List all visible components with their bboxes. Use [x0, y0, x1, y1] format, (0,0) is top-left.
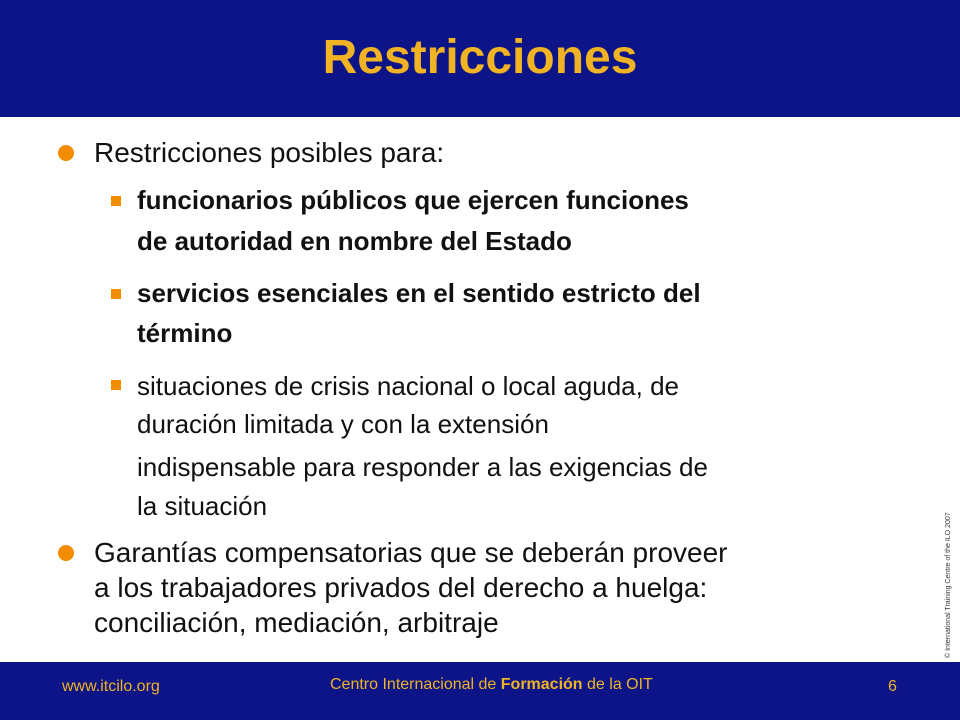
round-bullet-icon	[58, 545, 74, 561]
bullet-text: Restricciones posibles para:	[94, 137, 445, 168]
subitem-line: la situación	[137, 491, 268, 521]
subitem-line: servicios esenciales en el sentido estricto del	[137, 278, 701, 308]
footer-org-suffix: de la OIT	[582, 676, 653, 693]
footer-url-link[interactable]: www.itcilo.org	[62, 678, 160, 695]
footer-organization	[330, 676, 653, 694]
footer-org-prefix: Centro Internacional de	[330, 676, 501, 693]
round-bullet-icon	[58, 145, 74, 161]
square-bullet-icon	[111, 380, 121, 390]
page-number: 6	[888, 678, 897, 695]
bullet-line: Garantías compensatorias que se deberán proveer	[94, 537, 728, 568]
square-bullet-icon	[111, 196, 121, 206]
footer-org-bold: Formación	[500, 676, 583, 693]
copyright-notice: © International Training Centre of the ILO 2007	[945, 512, 952, 658]
bullet-line: conciliación, mediación, arbitraje	[94, 607, 499, 638]
bullet-line: a los trabajadores privados del derecho a huelga:	[94, 572, 708, 603]
square-bullet-icon	[111, 289, 121, 299]
subitem-line: funcionarios públicos que ejercen funciones	[137, 185, 689, 215]
subitem-line: situaciones de crisis nacional o local aguda, de	[137, 371, 680, 401]
subitem-line: duración limitada y con la extensión	[137, 409, 549, 439]
slide-title: Restricciones	[322, 31, 638, 84]
subitem-line: de autoridad en nombre del Estado	[137, 226, 572, 256]
subitem-line: término	[137, 318, 233, 348]
subitem-line: indispensable para responder a las exigencias de	[137, 452, 708, 482]
